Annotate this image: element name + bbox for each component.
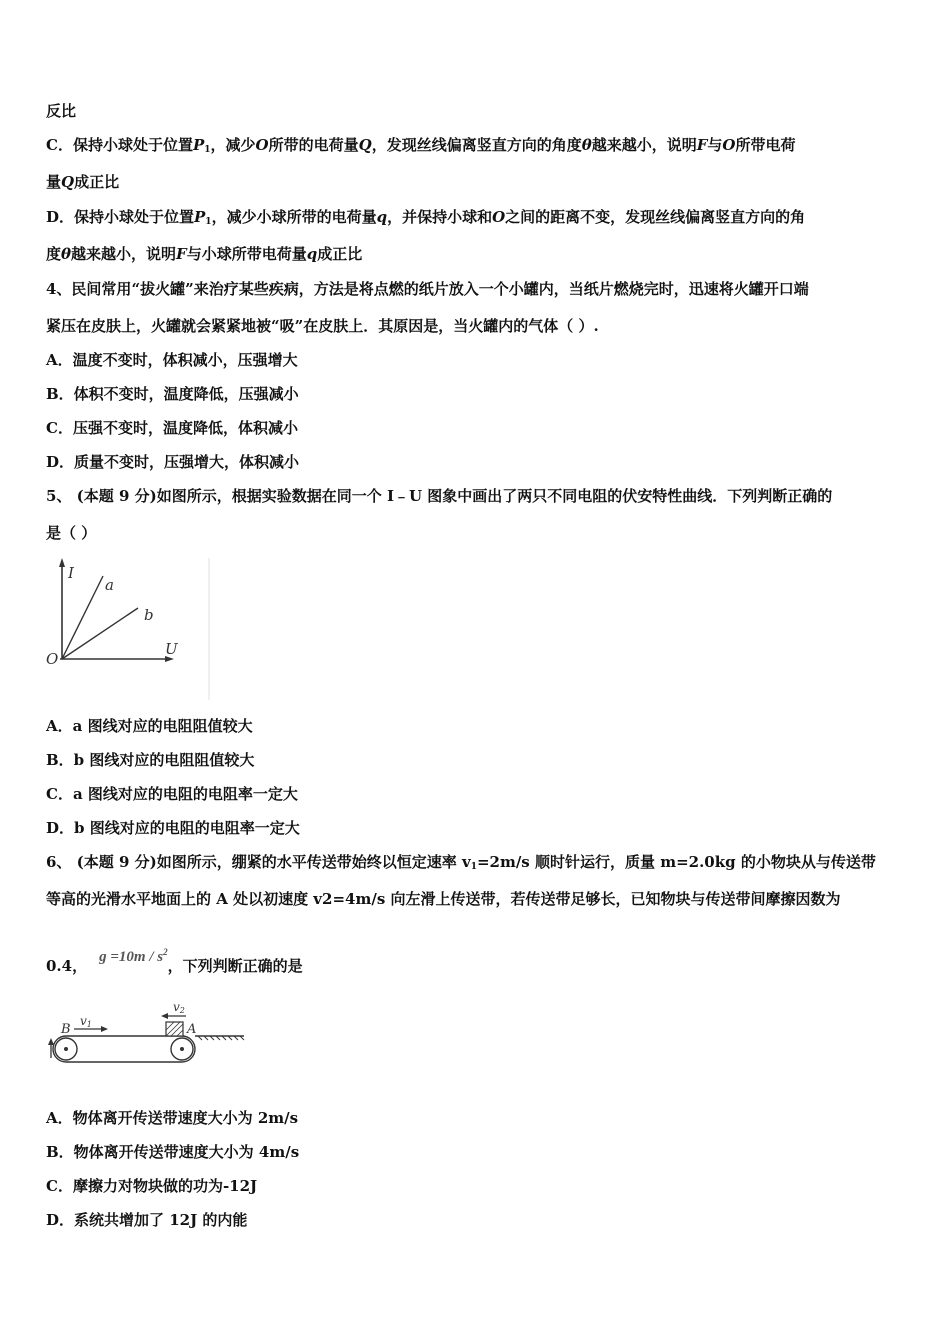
q6-option-c: C．摩擦力对物块做的功为-12J (46, 1177, 258, 1195)
v2-arrowhead (161, 1013, 168, 1019)
q6-stem-cont2 (46, 947, 303, 977)
formula-text: g =10m / s (99, 949, 164, 965)
subscript: 1 (204, 145, 211, 155)
conveyor-figure (44, 1000, 254, 1072)
label-a: a (105, 576, 114, 594)
text-span: 所带电荷 (735, 136, 796, 154)
q6-option-a: A．物体离开传送带速度大小为 2m/s (46, 1109, 299, 1127)
text-span: 度 (46, 245, 62, 263)
q5-stem-cont: 是（ ） (46, 524, 97, 542)
left-axle (64, 1047, 68, 1051)
var-o: O (492, 208, 506, 226)
var-f: F (176, 245, 187, 263)
gravity-formula (99, 949, 167, 965)
text-span: ，并保持小球和 (387, 208, 493, 226)
var-p: P (192, 136, 205, 154)
text-span: ，下列判断正确的是 (167, 957, 303, 975)
superscript: 2 (163, 947, 168, 957)
text-span: =2m/s 顺时针运行，质量 m=2.0kg 的小物块从与传送带 (476, 853, 876, 871)
text-span: 与小球所带电荷量 (186, 245, 307, 263)
i-axis-arrow (59, 558, 65, 567)
q6-stem-cont: 等高的光滑水平地面上的 A 处以初速度 v2=4m/s 向左滑上传送带，若传送带足够长，已知物块与传送带间摩擦因数为 (46, 890, 841, 908)
label-u: U (165, 640, 178, 658)
v1-sub: 1 (86, 1020, 92, 1029)
label-b: B (61, 1022, 71, 1037)
text-span: 0.4， (46, 957, 88, 975)
label-v1 (80, 1014, 92, 1029)
text-span: 反比 (46, 102, 77, 120)
q5-option-a: A．a 图线对应的电阻阻值较大 (46, 717, 253, 735)
text-span: 6、 (本题 9 分)如图所示，绷紧的水平传送带始终以恒定速率 v (46, 853, 471, 871)
var-theta: θ (581, 136, 592, 154)
q3-option-d-cont (46, 244, 362, 264)
text-line (46, 101, 76, 121)
var-theta: θ (61, 245, 72, 263)
var-q: Q (61, 173, 75, 191)
text-span: 之间的距离不变，发现丝线偏离竖直方向的角 (505, 208, 806, 226)
text-span: C．保持小球处于位置 (46, 136, 193, 154)
v2-text: v (173, 1000, 180, 1014)
text-span: 成正比 (317, 245, 363, 263)
q4-option-b: B．体积不变时，温度降低，压强减小 (46, 385, 299, 403)
v1-arrowhead (101, 1026, 108, 1032)
text-span: ，减少 (210, 136, 256, 154)
line-b (62, 608, 138, 659)
q6-stem (46, 852, 876, 877)
q6-option-d: D．系统共增加了 12J 的内能 (46, 1211, 248, 1229)
q4-option-a: A．温度不变时，体积减小，压强增大 (46, 351, 298, 369)
q3-option-d (46, 207, 805, 232)
text-span: 成正比 (74, 173, 120, 191)
q3-option-c-cont (46, 172, 119, 192)
text-span: 与 (707, 136, 723, 154)
text-span: 量 (46, 173, 62, 191)
text-span: D．保持小球处于位置 (46, 208, 195, 226)
var-q: q (376, 208, 388, 226)
label-v2 (173, 1000, 185, 1015)
q5-option-d: D．b 图线对应的电阻的电阻率一定大 (46, 819, 300, 837)
right-axle (180, 1047, 184, 1051)
text-span: 越来越小，说明 (71, 245, 177, 263)
text-span: ，减少小球所带的电荷量 (211, 208, 377, 226)
var-f: F (696, 136, 708, 154)
text-span: ，发现丝线偏离竖直方向的角度 (371, 136, 582, 154)
q5-option-b: B．b 图线对应的电阻阻值较大 (46, 751, 255, 769)
q6-option-b: B．物体离开传送带速度大小为 4m/s (46, 1143, 300, 1161)
subscript: 1 (470, 862, 477, 872)
v2-sub: 2 (179, 1006, 185, 1015)
q4-stem: 4、民间常用“拔火罐”来治疗某些疾病，方法是将点燃的纸片放入一个小罐内，当纸片燃烧完时，迅速将火罐开口端 (46, 280, 809, 298)
var-o: O (722, 136, 736, 154)
q4-option-d: D．质量不变时，压强增大，体积减小 (46, 453, 300, 471)
line-a (62, 576, 103, 659)
text-span: 越来越小，说明 (591, 136, 697, 154)
q4-option-c: C．压强不变时，温度降低，体积减小 (46, 419, 298, 437)
subscript: 1 (205, 217, 212, 227)
label-a: A (187, 1022, 197, 1037)
var-p: P (194, 208, 206, 226)
v1-text: v (80, 1014, 87, 1028)
rotation-arrowhead (48, 1038, 54, 1045)
q5-stem: 5、 (本题 9 分)如图所示，根据实验数据在同一个 I﹣U 图象中画出了两只不同电阻的伏安特性曲线．下列判断正确的 (46, 487, 833, 505)
q3-option-c (46, 135, 796, 160)
q4-stem-cont: 紧压在皮肤上，火罐就会紧紧地被“吸”在皮肤上．其原因是，当火罐内的气体（ ）. (46, 317, 599, 335)
label-o: O (46, 650, 59, 668)
label-b: b (144, 606, 154, 624)
var-o: O (255, 136, 269, 154)
var-q: Q (358, 136, 372, 154)
label-i: I (68, 564, 74, 582)
iu-graph-figure (44, 556, 214, 702)
q5-option-c: C．a 图线对应的电阻的电阻率一定大 (46, 785, 298, 803)
text-span: 所带的电荷量 (268, 136, 359, 154)
var-q: q (306, 245, 318, 263)
